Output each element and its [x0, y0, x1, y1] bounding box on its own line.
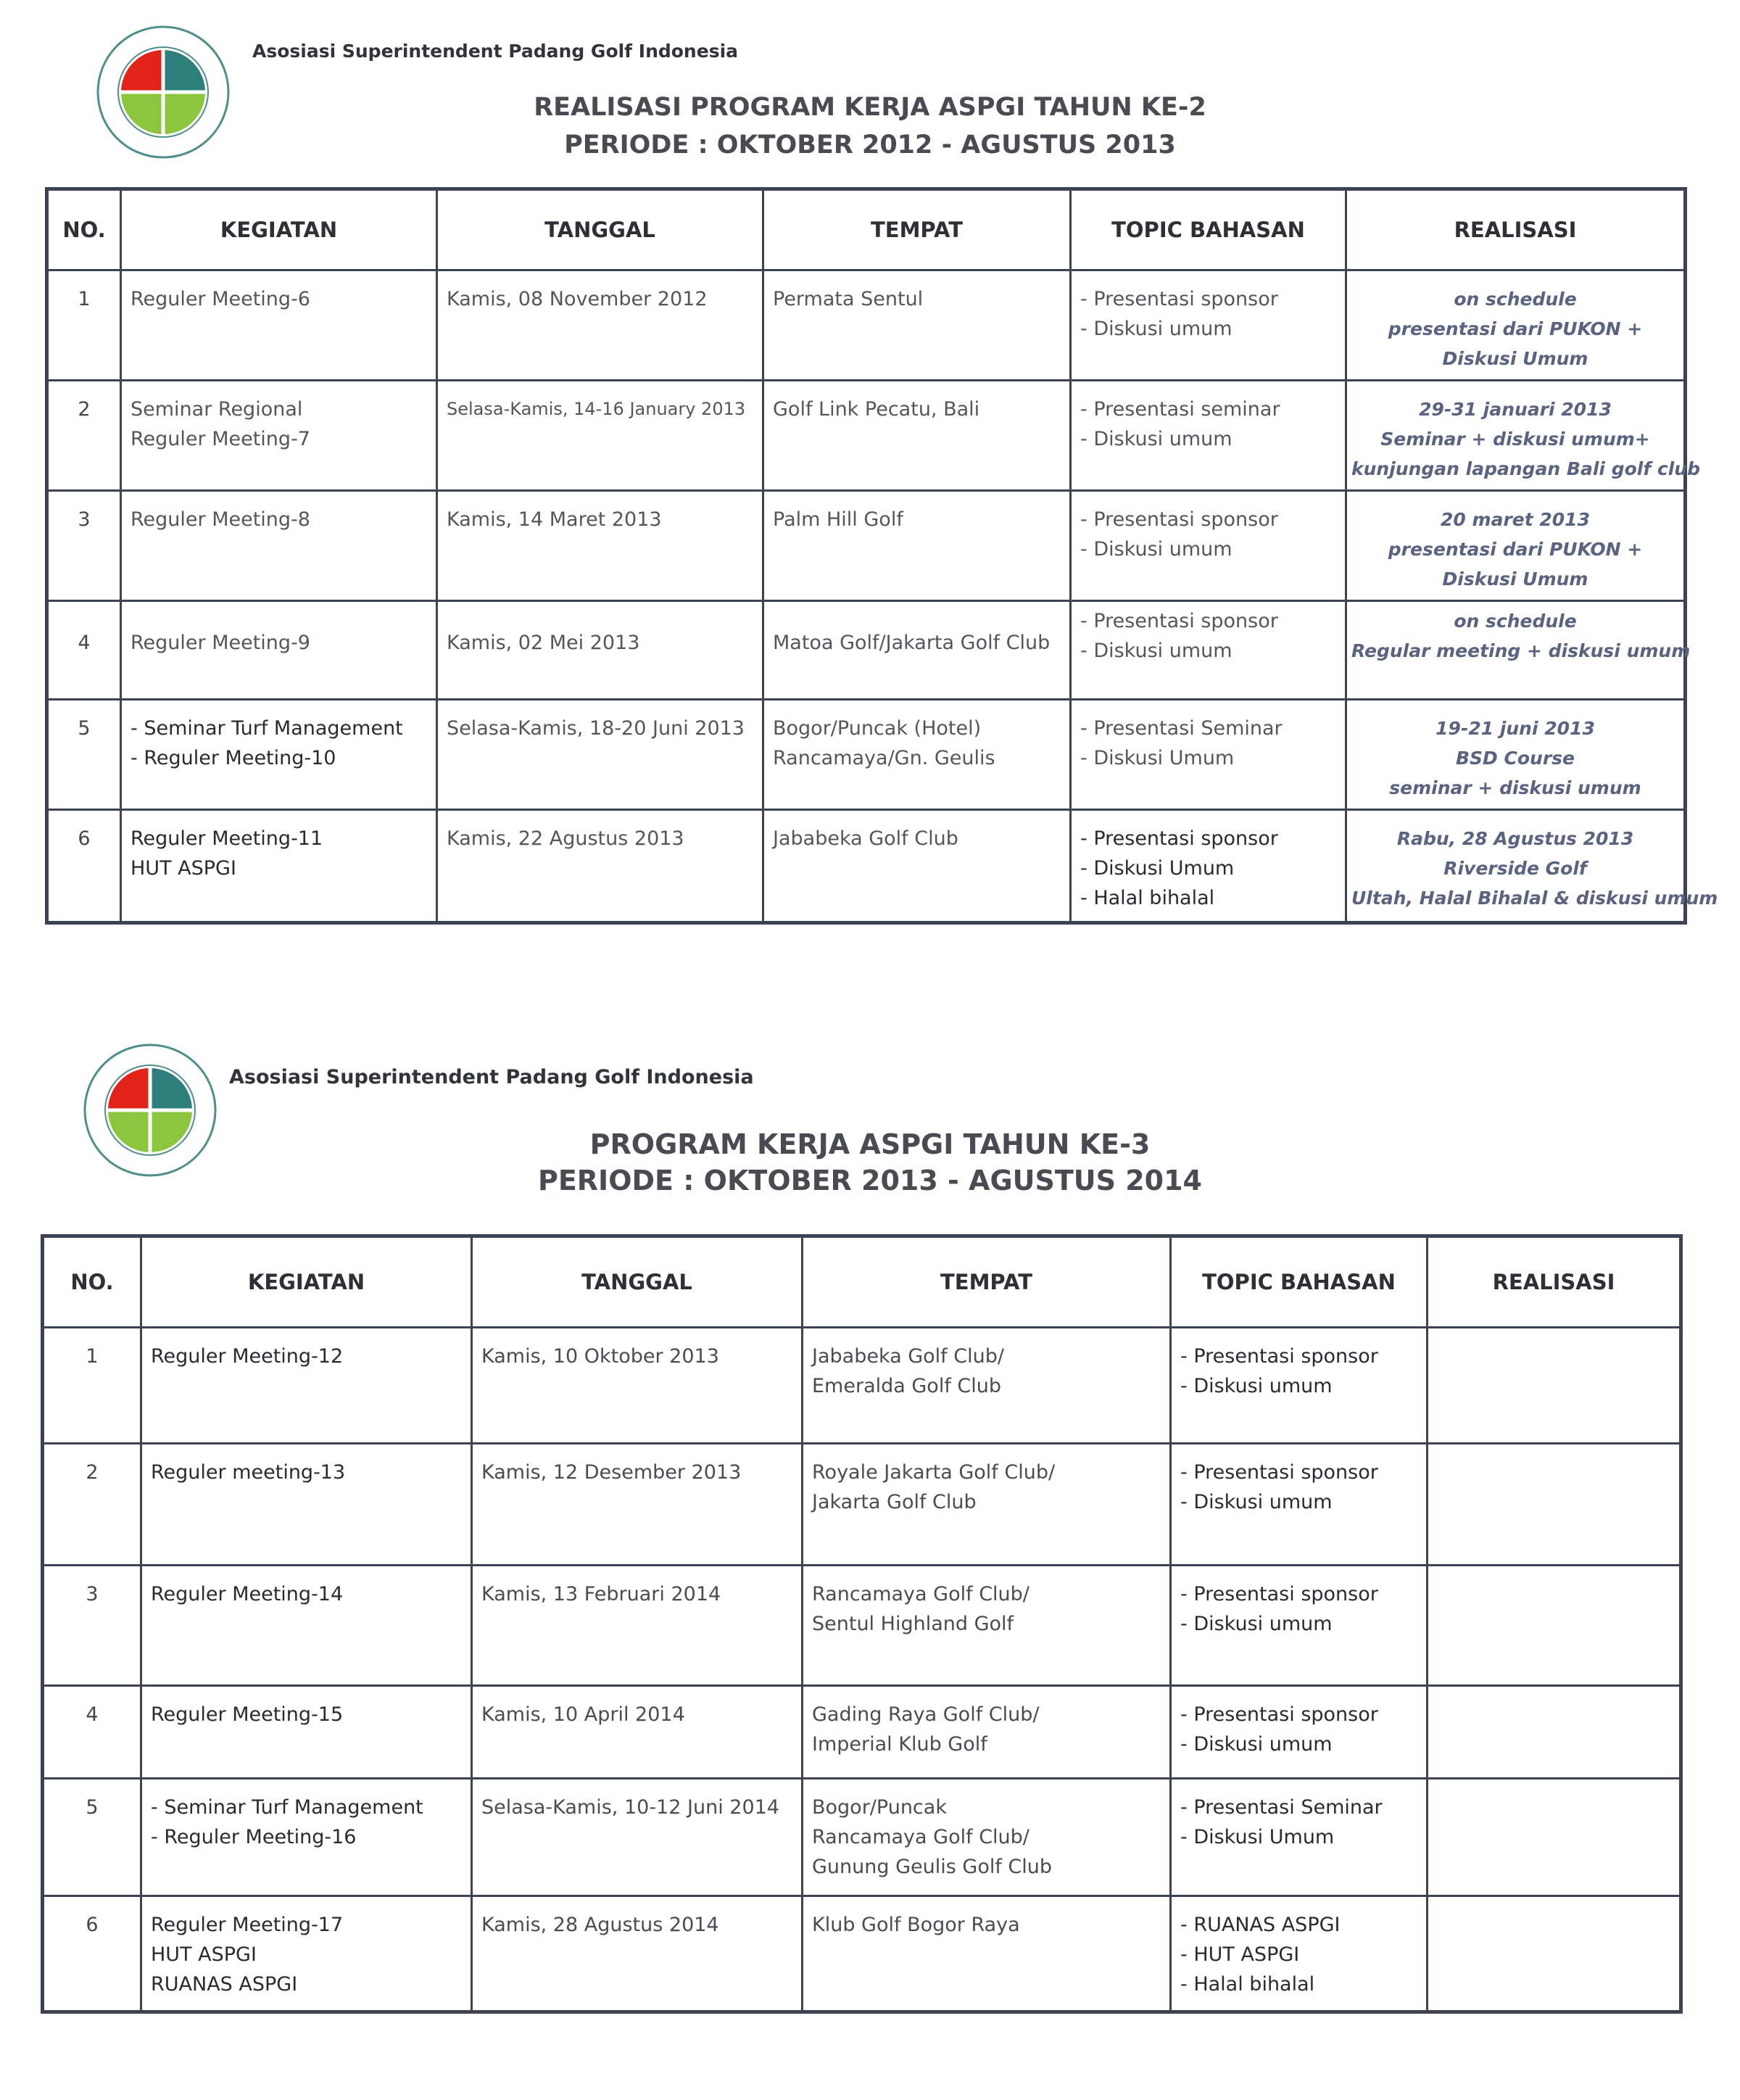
cell-tanggal: Selasa-Kamis, 18-20 Juni 2013 [437, 700, 763, 810]
cell-tanggal: Kamis, 22 Agustus 2013 [437, 810, 763, 923]
header-kegiatan: KEGIATAN [121, 189, 437, 270]
cell-tanggal: Kamis, 10 Oktober 2013 [472, 1328, 803, 1444]
cell-kegiatan: Seminar Regional Reguler Meeting-7 [121, 381, 437, 491]
cell-realisasi: on schedule Regular meeting + diskusi umum [1346, 601, 1686, 700]
table-row [47, 491, 1686, 601]
header-tempat: TEMPAT [803, 1236, 1171, 1328]
cell-tempat: Permata Sentul [763, 270, 1071, 381]
table-row [47, 810, 1686, 923]
cell-kegiatan: - Seminar Turf Management - Reguler Meeting-10 [121, 700, 437, 810]
cell-realisasi: 29-31 januari 2013 Seminar + diskusi umum+ kunjungan lapangan Bali golf club [1346, 381, 1686, 491]
cell-realisasi: Rabu, 28 Agustus 2013 Riverside Golf Ultah, Halal Bihalal & diskusi umum [1346, 810, 1686, 923]
header-no: NO. [43, 1236, 141, 1328]
table-row [43, 1444, 1681, 1566]
cell-no: 5 [47, 700, 121, 810]
cell-topic: - Presentasi Seminar - Diskusi Umum [1171, 1779, 1428, 1896]
cell-tanggal: Kamis, 02 Mei 2013 [437, 601, 763, 700]
cell-topic: - Presentasi sponsor - Diskusi Umum - Halal bihalal [1071, 810, 1346, 923]
header-topic: TOPIC BAHASAN [1171, 1236, 1428, 1328]
header-no: NO. [47, 189, 121, 270]
cell-tanggal: Kamis, 12 Desember 2013 [472, 1444, 803, 1566]
table-row [47, 601, 1686, 700]
header-tanggal: TANGGAL [472, 1236, 803, 1328]
cell-tempat: Bogor/Puncak (Hotel) Rancamaya/Gn. Geulis [763, 700, 1071, 810]
table-row [47, 700, 1686, 810]
cell-topic: - Presentasi sponsor - Diskusi umum [1171, 1328, 1428, 1444]
cell-kegiatan: Reguler Meeting-15 [141, 1686, 472, 1779]
cell-topic: - Presentasi Seminar - Diskusi Umum [1071, 700, 1346, 810]
program-table [45, 187, 1718, 925]
cell-no: 4 [47, 601, 121, 700]
doc-title-line2: PERIODE : OKTOBER 2012 - AGUSTUS 2013 [564, 131, 1176, 160]
cell-no: 2 [43, 1444, 141, 1566]
cell-no: 1 [43, 1328, 141, 1444]
cell-realisasi [1428, 1779, 1681, 1896]
cell-tempat: Palm Hill Golf [763, 491, 1071, 601]
cell-no: 1 [47, 270, 121, 381]
cell-tanggal: Selasa-Kamis, 14-16 January 2013 [437, 381, 763, 491]
cell-tempat: Royale Jakarta Golf Club/ Jakarta Golf Club [803, 1444, 1171, 1566]
cell-no: 3 [47, 491, 121, 601]
header-topic: TOPIC BAHASAN [1071, 189, 1346, 270]
cell-tempat: Jababeka Golf Club/ Emeralda Golf Club [803, 1328, 1171, 1444]
cell-realisasi [1428, 1566, 1681, 1686]
header-realisasi: REALISASI [1428, 1236, 1681, 1328]
cell-tanggal: Kamis, 13 Februari 2014 [472, 1566, 803, 1686]
table-row [43, 1328, 1681, 1444]
cell-tanggal: Selasa-Kamis, 10-12 Juni 2014 [472, 1779, 803, 1896]
cell-realisasi [1428, 1328, 1681, 1444]
cell-topic: - Presentasi sponsor - Diskusi umum [1171, 1566, 1428, 1686]
cell-topic: - Presentasi sponsor - Diskusi umum [1071, 270, 1346, 381]
table-row [43, 1779, 1681, 1896]
cell-kegiatan: Reguler Meeting-12 [141, 1328, 472, 1444]
cell-tempat: Bogor/Puncak Rancamaya Golf Club/ Gunung Geulis Golf Club [803, 1779, 1171, 1896]
cell-tanggal: Kamis, 10 April 2014 [472, 1686, 803, 1779]
cell-tempat: Klub Golf Bogor Raya [803, 1896, 1171, 2012]
header-tanggal: TANGGAL [437, 189, 763, 270]
cell-tempat: Rancamaya Golf Club/ Sentul Highland Golf [803, 1566, 1171, 1686]
cell-tempat: Golf Link Pecatu, Bali [763, 381, 1071, 491]
cell-kegiatan: Reguler Meeting-6 [121, 270, 437, 381]
cell-realisasi: 20 maret 2013 presentasi dari PUKON + Diskusi Umum [1346, 491, 1686, 601]
header-tempat: TEMPAT [763, 189, 1071, 270]
table-row [43, 1686, 1681, 1779]
program-table [41, 1234, 1683, 2014]
cell-tempat: Gading Raya Golf Club/ Imperial Klub Golf [803, 1686, 1171, 1779]
cell-tempat: Matoa Golf/Jakarta Golf Club [763, 601, 1071, 700]
org-name: Asosiasi Superintendent Padang Golf Indonesia [252, 41, 739, 62]
header-realisasi: REALISASI [1346, 189, 1686, 270]
cell-topic: - Presentasi sponsor - Diskusi umum [1171, 1686, 1428, 1779]
doc-title-line1: PROGRAM KERJA ASPGI TAHUN KE-3 [589, 1128, 1151, 1160]
cell-no: 3 [43, 1566, 141, 1686]
cell-kegiatan: Reguler meeting-13 [141, 1444, 472, 1566]
table-header-row [47, 189, 1686, 270]
cell-topic: - RUANAS ASPGI - HUT ASPGI - Halal bihalal [1171, 1896, 1428, 2012]
header-kegiatan: KEGIATAN [141, 1236, 472, 1328]
cell-topic: - Presentasi seminar - Diskusi umum [1071, 381, 1346, 491]
cell-kegiatan: Reguler Meeting-11 HUT ASPGI [121, 810, 437, 923]
cell-tanggal: Kamis, 14 Maret 2013 [437, 491, 763, 601]
cell-topic: - Presentasi sponsor - Diskusi umum [1071, 601, 1346, 700]
table-row [43, 1566, 1681, 1686]
cell-realisasi [1428, 1896, 1681, 2012]
org-name: Asosiasi Superintendent Padang Golf Indonesia [229, 1066, 754, 1088]
cell-no: 5 [43, 1779, 141, 1896]
cell-kegiatan: Reguler Meeting-9 [121, 601, 437, 700]
table-header-row [43, 1236, 1681, 1328]
cell-no: 6 [43, 1896, 141, 2012]
cell-realisasi: 19-21 juni 2013 BSD Course seminar + diskusi umum [1346, 700, 1686, 810]
cell-realisasi: on schedule presentasi dari PUKON + Diskusi Umum [1346, 270, 1686, 381]
cell-kegiatan: Reguler Meeting-14 [141, 1566, 472, 1686]
cell-tanggal: Kamis, 08 November 2012 [437, 270, 763, 381]
cell-no: 4 [43, 1686, 141, 1779]
cell-topic: - Presentasi sponsor - Diskusi umum [1071, 491, 1346, 601]
cell-tanggal: Kamis, 28 Agustus 2014 [472, 1896, 803, 2012]
table-row [47, 381, 1686, 491]
cell-kegiatan: - Seminar Turf Management - Reguler Meeting-16 [141, 1779, 472, 1896]
cell-no: 6 [47, 810, 121, 923]
cell-realisasi [1428, 1444, 1681, 1566]
cell-tempat: Jababeka Golf Club [763, 810, 1071, 923]
table-row [47, 270, 1686, 381]
cell-topic: - Presentasi sponsor - Diskusi umum [1171, 1444, 1428, 1566]
doc-title-line1: REALISASI PROGRAM KERJA ASPGI TAHUN KE-2 [534, 93, 1206, 122]
cell-kegiatan: Reguler Meeting-17 HUT ASPGI RUANAS ASPGI [141, 1896, 472, 2012]
cell-realisasi [1428, 1686, 1681, 1779]
doc-title-line2: PERIODE : OKTOBER 2013 - AGUSTUS 2014 [537, 1165, 1202, 1196]
table-row [43, 1896, 1681, 2012]
cell-no: 2 [47, 381, 121, 491]
cell-kegiatan: Reguler Meeting-8 [121, 491, 437, 601]
